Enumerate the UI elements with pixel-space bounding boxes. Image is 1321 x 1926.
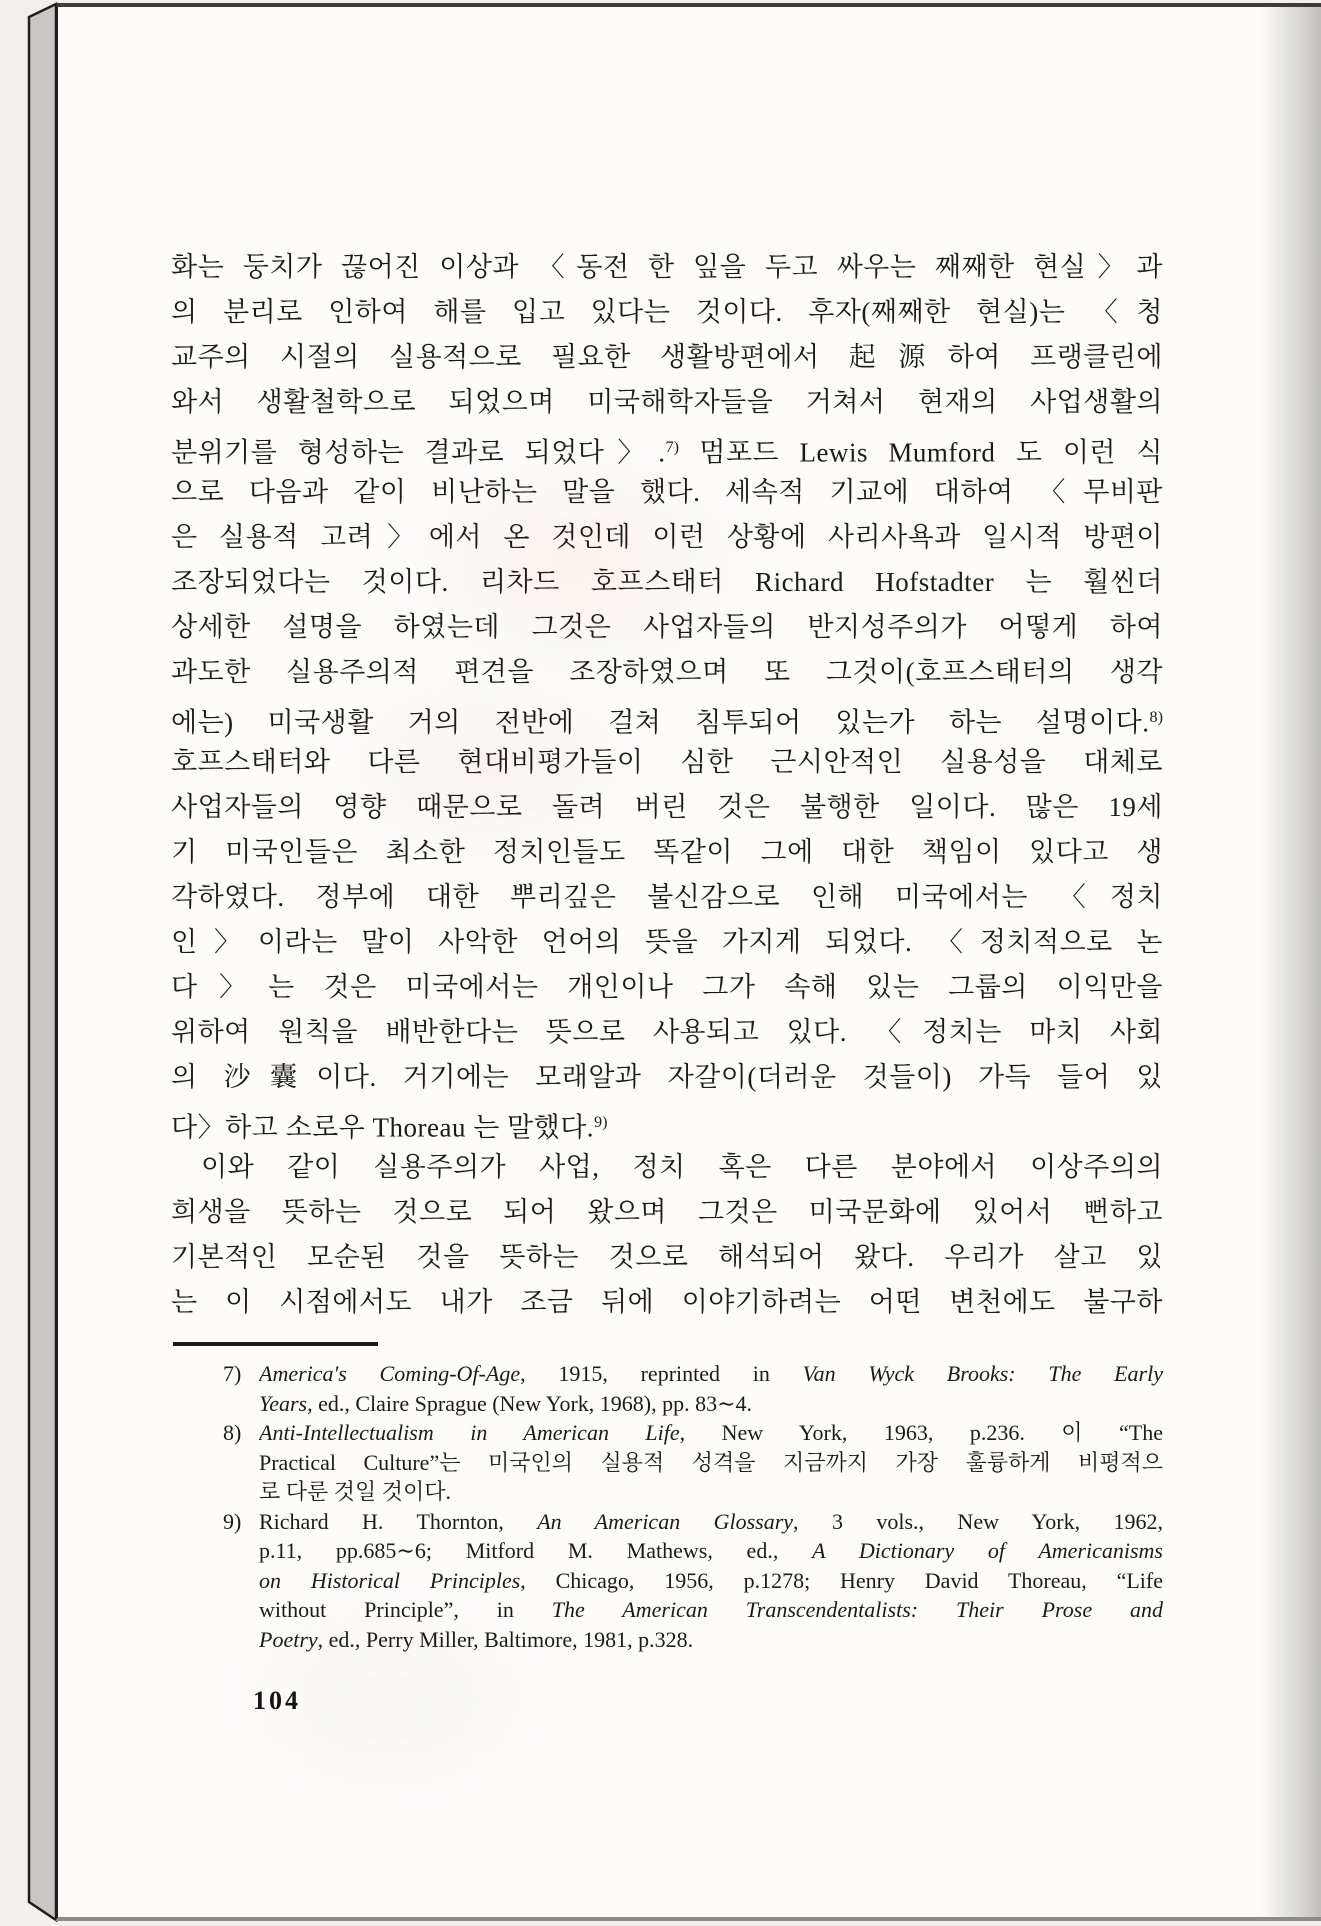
- text-segment: 의 沙囊이다. 거기에는 모래알과 자갈이(더러운 것들이) 가득 들어 있: [171, 1062, 1163, 1092]
- footnote-line: [259, 1566, 1163, 1596]
- text-segment: 멈포드 Lewis Mumford 도 이런 식: [678, 437, 1163, 468]
- text-segment: 에는) 미국생활 거의 전반에 걸쳐 침투되어 있는가 하는 설명이다.: [171, 707, 1150, 738]
- text-segment: 는 이 시점에서도 내가 조금 뒤에 이야기하려는 어떤 변천에도 불구하: [171, 1287, 1163, 1317]
- footnote-lines: [259, 1359, 1163, 1418]
- body-text: [171, 245, 1163, 1325]
- text-segment: , 1915, reprinted in: [520, 1361, 803, 1386]
- text-segment: 의 분리로 인하여 해를 입고 있다는 것이다. 후자(째째한 현실)는 〈청: [171, 297, 1163, 327]
- text-segment: 으로 다음과 같이 비난하는 말을 했다. 세속적 기교에 대하여 〈무비판: [171, 477, 1163, 507]
- italic-title-text: Years: [259, 1390, 308, 1416]
- text-segment: 기 미국인들은 최소한 정치인들도 똑같이 그에 대한 책임이 있다고 생: [171, 837, 1163, 867]
- footnote-line: [259, 1359, 1163, 1389]
- footnote-line: [259, 1625, 1163, 1655]
- footnote: [223, 1507, 1163, 1655]
- text-segment: , New York, 1963, p.236. 이 “The: [679, 1420, 1163, 1445]
- body-text-line: [171, 1010, 1163, 1055]
- body-text-line: [171, 1280, 1163, 1325]
- footnote-line: [259, 1477, 1163, 1507]
- body-text-line: [171, 1100, 1163, 1145]
- text-segment: , ed., Claire Sprague (New York, 1968), pp. 83∼4.: [307, 1390, 753, 1416]
- text-segment: 조장되었다는 것이다. 리차드 호프스태터 Richard Hofstadter 는 훨씬더: [171, 567, 1163, 597]
- body-text-line: [171, 1235, 1163, 1280]
- footnote-line: [259, 1448, 1163, 1478]
- text-segment: 이와 같이 실용주의가 사업, 정치 혹은 다른 분야에서 이상주의의: [201, 1152, 1163, 1182]
- text-segment: , ed., Perry Miller, Baltimore, 1981, p.328.: [317, 1626, 694, 1652]
- footnote-line: [259, 1536, 1163, 1566]
- text-segment: 다〉하고 소로우 Thoreau 는 말했다.: [171, 1112, 595, 1143]
- footnote-marker: 8): [223, 1420, 242, 1445]
- italic-title-text: on Historical Principles: [259, 1567, 521, 1593]
- text-segment: 은 실용적 고려〉에서 온 것인데 이런 상황에 사리사욕과 일시적 방편이: [171, 522, 1163, 552]
- text-segment: 상세한 설명을 하였는데 그것은 사업자들의 반지성주의가 어떻게 하여: [171, 612, 1163, 642]
- text-segment: 사업자들의 영향 때문으로 돌려 버린 것은 불행한 일이다. 많은 19세: [171, 792, 1163, 822]
- text-segment: without Principle”, in: [259, 1597, 552, 1622]
- footnote-line: [259, 1389, 1163, 1419]
- body-text-line: [171, 1190, 1163, 1235]
- text-segment: 호프스태터와 다른 현대비평가들이 심한 근시안적인 실용성을 대체로: [171, 747, 1163, 777]
- footnote-marker: 7): [223, 1361, 242, 1386]
- italic-title-text: America's Coming-Of-Age: [259, 1361, 521, 1386]
- body-text-line: [171, 965, 1163, 1010]
- italic-title-text: The American Transcendentalists: Their Prose and: [551, 1597, 1163, 1622]
- text-segment: 각하였다. 정부에 대한 뿌리깊은 불신감으로 인해 미국에서는 〈정치: [171, 882, 1163, 912]
- footnote-reference-superscript: 9): [594, 1113, 608, 1131]
- body-text-line: [171, 920, 1163, 965]
- text-segment: 화는 둥치가 끊어진 이상과 〈동전 한 잎을 두고 싸우는 째째한 현실〉과: [171, 252, 1163, 282]
- text-segment: 교주의 시절의 실용적으로 필요한 생활방편에서 起源하여 프랭클린에: [171, 342, 1163, 372]
- body-text-line: [171, 875, 1163, 920]
- text-segment: Richard H. Thornton,: [259, 1508, 538, 1534]
- body-text-line: [171, 515, 1163, 560]
- text-segment: p.11, pp.685∼6; Mitford M. Mathews, ed.,: [259, 1538, 813, 1563]
- text-segment: 다〉는 것은 미국에서는 개인이나 그가 속해 있는 그룹의 이익만을: [171, 972, 1163, 1002]
- italic-title-text: Van Wyck Brooks: The Early: [802, 1361, 1163, 1386]
- body-text-line: [171, 290, 1163, 335]
- italic-title-text: Poetry: [259, 1626, 318, 1652]
- text-segment: , 3 vols., New York, 1962,: [793, 1508, 1163, 1534]
- body-text-line: [171, 785, 1163, 830]
- text-segment: 위하여 원칙을 배반한다는 뜻으로 사용되고 있다. 〈정치는 마치 사회: [171, 1017, 1163, 1047]
- body-text-line: [171, 380, 1163, 425]
- italic-title-text: An American Glossary: [537, 1508, 794, 1534]
- footnotes: [223, 1359, 1163, 1654]
- italic-title-text: A Dictionary of Americanisms: [812, 1538, 1163, 1563]
- body-text-line: [171, 335, 1163, 380]
- footnote-line: [259, 1507, 1163, 1537]
- body-text-line: [171, 425, 1163, 470]
- footnote-lines: [259, 1507, 1163, 1655]
- body-text-line: [171, 1145, 1163, 1190]
- footnote: [223, 1359, 1163, 1418]
- footnote-line: [259, 1418, 1163, 1448]
- footnote-lines: [259, 1418, 1163, 1507]
- italic-title-text: Anti-Intellectualism in American Life: [259, 1420, 680, 1445]
- text-segment: , Chicago, 1956, p.1278; Henry David Thoreau, “Life: [520, 1567, 1163, 1593]
- body-text-line: [171, 695, 1163, 740]
- body-text-line: [171, 470, 1163, 515]
- page: [55, 3, 1321, 1921]
- text-segment: 기본적인 모순된 것을 뜻하는 것으로 해석되어 왔다. 우리가 살고 있: [171, 1242, 1163, 1272]
- text-segment: Practical Culture”는 미국인의 실용적 성격을 지금까지 가장 훌륭하게 비평적으: [259, 1449, 1163, 1475]
- page-number: 104: [253, 1686, 301, 1715]
- text-segment: 희생을 뜻하는 것으로 되어 왔으며 그것은 미국문화에 있어서 뻔하고: [171, 1197, 1163, 1227]
- body-text-line: [171, 1055, 1163, 1100]
- body-text-line: [171, 245, 1163, 290]
- footnote-separator: [173, 1342, 378, 1346]
- page-content: [58, 7, 1321, 1716]
- text-segment: 분위기를 형성하는 결과로 되었다〉.: [171, 437, 666, 468]
- footnote-reference-superscript: 7): [665, 438, 679, 456]
- body-text-line: [171, 830, 1163, 875]
- text-segment: 와서 생활철학으로 되었으며 미국해학자들을 거쳐서 현재의 사업생활의: [171, 387, 1163, 417]
- body-text-line: [171, 605, 1163, 650]
- footnote-marker: 9): [223, 1508, 242, 1534]
- footnote-line: [259, 1595, 1163, 1625]
- body-text-line: [171, 740, 1163, 785]
- spine-edge-shape: [29, 4, 56, 1920]
- text-segment: 과도한 실용주의적 편견을 조장하였으며 또 그것이(호프스태터의 생각: [171, 657, 1163, 687]
- footnote-reference-superscript: 8): [1149, 708, 1163, 726]
- body-text-line: [171, 560, 1163, 605]
- footnote: [223, 1418, 1163, 1507]
- text-segment: 인〉이라는 말이 사악한 언어의 뜻을 가지게 되었다. 〈정치적으로 논: [171, 927, 1163, 957]
- text-segment: 로 다룬 것일 것이다.: [259, 1479, 452, 1504]
- body-text-line: [171, 650, 1163, 695]
